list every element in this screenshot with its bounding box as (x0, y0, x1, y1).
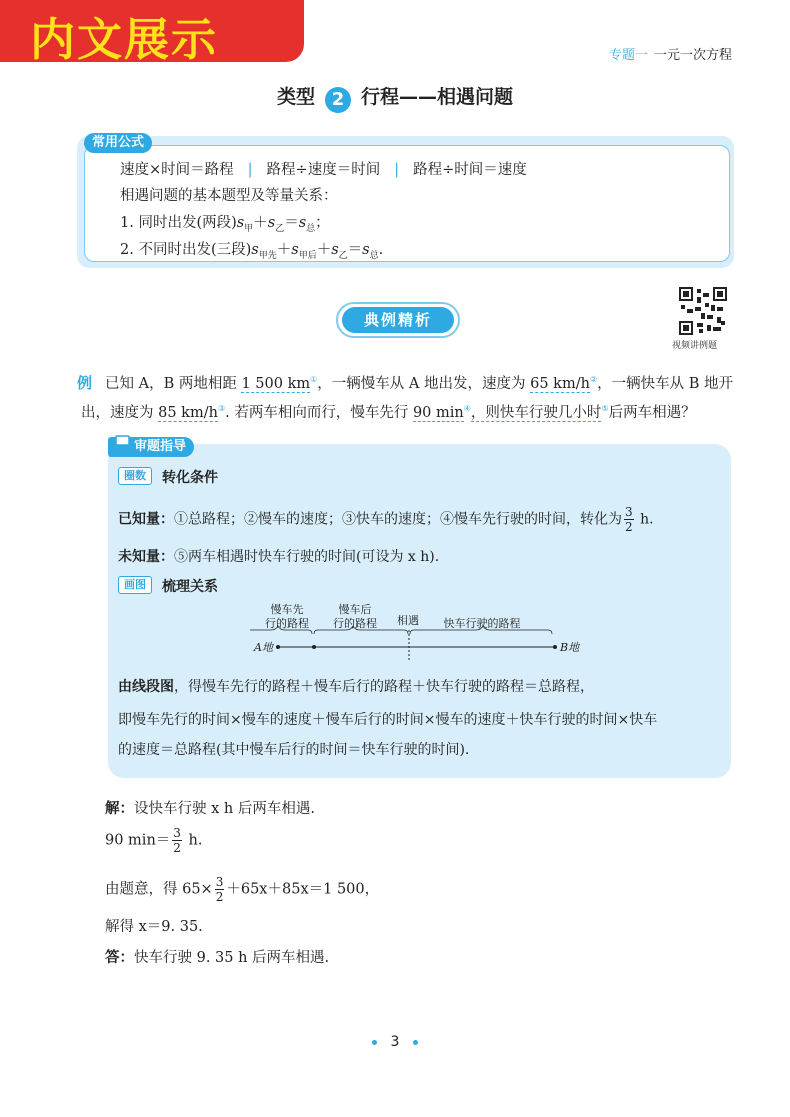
title-text: 行程——相遇问题 (361, 86, 514, 108)
formula-case-2: 2. 不同时出发(三段)$s_{甲先}+s_{甲后}+s_乙=s_总$. (120, 242, 384, 261)
guidance-tag: 审题指导 (108, 437, 194, 457)
label-a: A地 (254, 641, 273, 654)
seg2-label-2: 行的路程 (333, 617, 377, 630)
solution-line-1: 解：设快车行驶 x h 后两车相遇. (105, 801, 315, 817)
qr-caption: 视频讲例题 (672, 341, 718, 351)
separator: | (247, 162, 253, 178)
unknown-quantities: 未知量：⑤两车相遇时快车行驶的时间(可设为 x h). (118, 549, 440, 565)
formula-tag: 常用公式 (84, 133, 152, 153)
chapter-label: 一元一次方程 (653, 48, 732, 63)
qr-code-icon[interactable] (679, 287, 727, 335)
seg1-label-2: 行的路程 (265, 617, 309, 630)
teacher-icon (108, 434, 130, 458)
page-dot (372, 1040, 377, 1045)
formula-case-1: 1. 同时出发(两段)$s_甲+s_乙=s_总$； (120, 215, 330, 234)
formula-speed: 路程÷时间＝速度 (413, 162, 527, 178)
relation-line-2: 即慢车先行的时间×慢车的速度＋慢车后行的时间×慢车的速度＋快车行驶的时间×快车 (118, 712, 658, 728)
fraction: $\frac{3}{2}$ (625, 505, 633, 534)
example-label: 例 (77, 374, 93, 392)
step-tag-draw: 画图 (118, 576, 152, 594)
relation-line-1: 由线段图，得慢车先行的路程＋慢车后行的路程＋快车行驶的路程＝总路程， (118, 679, 594, 695)
line-segment-diagram (250, 600, 600, 660)
known-quantities: 已知量：①总路程；②慢车的速度；③快车的速度；④慢车先行驶的时间，转化为 $\frac{3}{2}$ h. (118, 505, 654, 534)
type-number-badge: 2 (325, 87, 351, 113)
solution-line-4: 解得 x＝9. 35. (105, 919, 203, 935)
solution-line-3: 由题意，得 65× $\frac{3}{2}$ ＋65x＋85x＝1 500， (105, 875, 380, 904)
solution-answer: 答：快车行驶 9. 35 h 后两车相遇. (105, 950, 330, 966)
separator: | (394, 162, 400, 178)
page-dot (413, 1040, 418, 1045)
banner-title: 内文展示 (30, 13, 219, 66)
point-a (276, 645, 280, 649)
section-title (0, 82, 790, 113)
step-tag-circle-numbers: 圈数 (118, 467, 152, 485)
formula-time: 路程÷速度＝时间 (266, 162, 381, 178)
label-b: B地 (560, 641, 580, 654)
seg1-label-1: 慢车先 (270, 603, 304, 616)
topic-label: 专题一 (608, 48, 648, 63)
seg2-label-1: 慢车后 (338, 603, 372, 616)
problem-line-1: 已知 A，B 两地相距 1 500 km①，一辆慢车从 A 地出发，速度为 65 km/h②，一辆快车从 B 地开 (105, 375, 733, 392)
title-prefix: 类型 (276, 86, 315, 108)
formula-intro: 相遇问题的基本题型及等量关系： (120, 188, 338, 204)
seg3-label: 快车行驶的路程 (443, 617, 521, 630)
running-header (609, 44, 732, 63)
problem-line-2: 出，速度为 85 km/h③. 若两车相向而行，慢车先行 90 min④，则快车行驶几小时⑤后两车相遇？ (81, 404, 696, 421)
formula-basic-line (120, 158, 527, 179)
examples-banner: 典例精析 (342, 307, 454, 333)
point-b (553, 645, 557, 649)
fraction: $\frac{3}{2}$ (173, 826, 181, 855)
relation-line-3: 的速度＝总路程(其中慢车后行的时间＝快车行驶的时间). (118, 742, 470, 758)
formula-distance: 速度×时间＝路程 (120, 162, 234, 178)
page-number: 3 (0, 1034, 790, 1050)
step-title-relations: 梳理关系 (162, 579, 218, 595)
point-mid (312, 645, 316, 649)
solution-line-2: 90 min＝ $\frac{3}{2}$ h. (105, 826, 203, 855)
meet-label: 相遇 (397, 614, 419, 627)
step-title-convert: 转化条件 (162, 470, 218, 486)
fraction: $\frac{3}{2}$ (215, 875, 224, 904)
